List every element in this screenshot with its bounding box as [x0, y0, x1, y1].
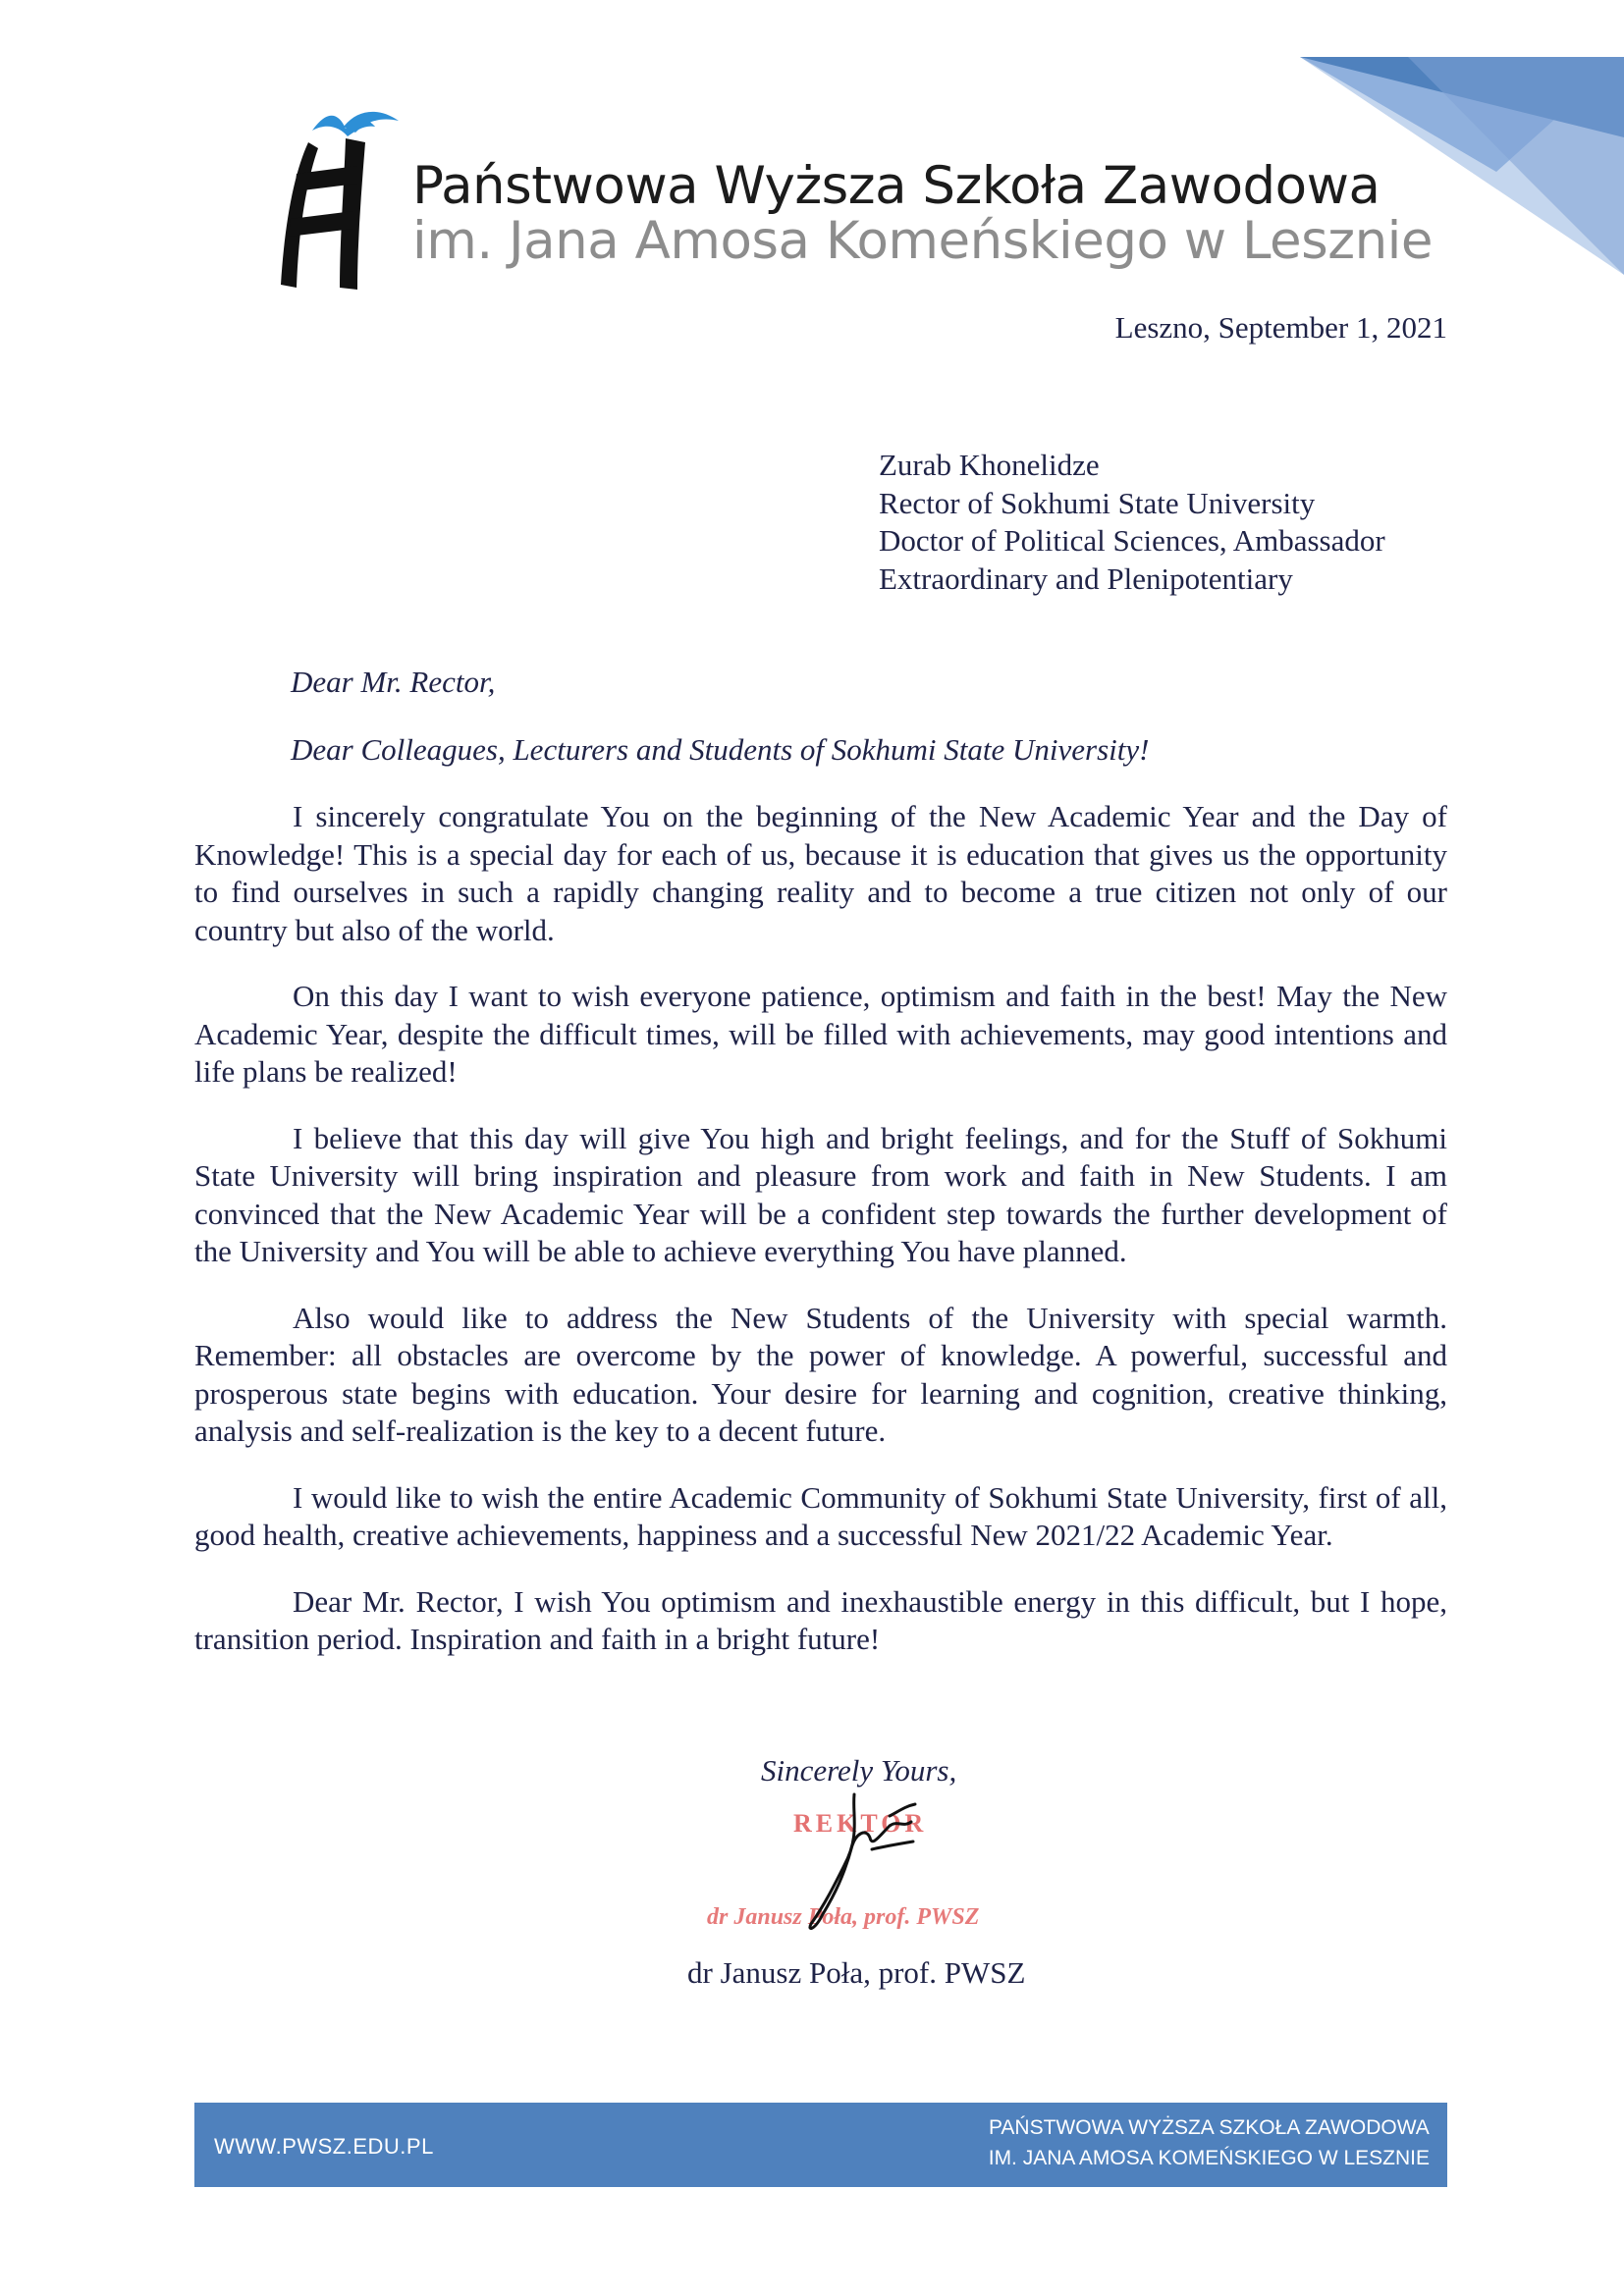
- salutation-colleagues: Dear Colleagues, Lecturers and Students of Sokhumi State University!: [291, 732, 1150, 767]
- logo-line1: Państwowa Wyższa Szkoła Zawodowa: [412, 156, 1380, 216]
- body-paragraph: Also would like to address the New Students of the University with special warmth. Remember: all obstacles are overcome by the power of knowledge. A powerful, successful and prosperous state begins with education. Your desire for learning and cognition, creative thinking, analysis and self-realization is the key to a decent future.: [194, 1300, 1447, 1448]
- salutation-rector: Dear Mr. Rector,: [291, 665, 496, 699]
- rector-stamp-signature: [687, 1777, 1051, 1953]
- body-paragraph: I believe that this day will give You high and bright feelings, and for the Stuff of Sokhumi State University will bring inspiration and pleasure from work and faith in New Students. I am convinced that the New Academic Year will be a confident step towards the further development of the University and You will be able to achieve everything You have planned.: [194, 1120, 1447, 1268]
- recipient-line: Rector of Sokhumi State University: [879, 485, 1316, 520]
- letter-body: [194, 798, 1447, 1687]
- signer-name: dr Janusz Poła, prof. PWSZ: [687, 1955, 1026, 1990]
- footer-line1: PAŃSTWOWA WYŻSZA SZKOŁA ZAWODOWA: [988, 2116, 1430, 2139]
- closing: Sincerely Yours,: [761, 1753, 957, 1788]
- body-paragraph: I would like to wish the entire Academic Community of Sokhumi State University, first of all, good health, creative achievements, happiness and a successful New 2021/22 Academic Year.: [194, 1479, 1447, 1552]
- university-logo: [275, 103, 1433, 299]
- footer-institution: [989, 2112, 1430, 2173]
- recipient-line: Extraordinary and Plenipotentiary: [879, 561, 1293, 596]
- recipient-line: Doctor of Political Sciences, Ambassador: [879, 523, 1385, 558]
- svg-text:dr Janusz Poła, prof. PWSZ: dr Janusz Poła, prof. PWSZ: [707, 1904, 980, 1930]
- recipient-block: [879, 447, 1385, 598]
- svg-text:REKTOR: REKTOR: [793, 1809, 928, 1838]
- footer-bar: [194, 2103, 1447, 2187]
- body-paragraph: On this day I want to wish everyone patience, optimism and faith in the best! May the New Academic Year, despite the difficult times, will be filled with achievements, may good intentions and life plans be realized!: [194, 979, 1447, 1089]
- body-paragraph: I sincerely congratulate You on the beginning of the New Academic Year and the Day of Knowledge! This is a special day for each of us, because it is education that gives us the opportunity to find ourselves in such a rapidly changing reality and to become a true citizen not only of our country but also of the world.: [194, 799, 1447, 947]
- logo-line2: im. Jana Amosa Komeńskiego w Lesznie: [412, 211, 1433, 271]
- logo-wordmark: [412, 156, 1433, 271]
- footer-line2: IM. JANA AMOSA KOMEŃSKIEGO W LESZNIE: [988, 2147, 1430, 2169]
- footer-url[interactable]: WWW.PWSZ.EDU.PL: [214, 2134, 434, 2159]
- recipient-line: Zurab Khonelidze: [879, 448, 1100, 482]
- letter-date: Leszno, September 1, 2021: [1114, 310, 1447, 345]
- ladder-logo-icon: [275, 103, 412, 299]
- body-paragraph: Dear Mr. Rector, I wish You optimism and inexhaustible energy in this difficult, but I hope, transition period. Inspiration and faith in a bright future!: [194, 1583, 1447, 1656]
